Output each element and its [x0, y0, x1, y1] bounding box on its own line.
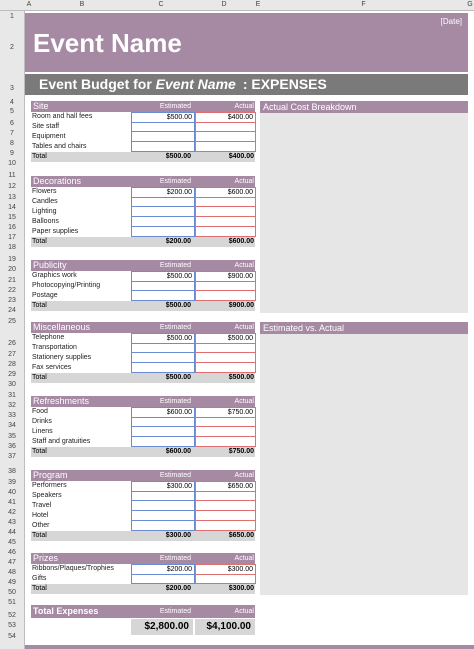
row-number[interactable]: 42	[8, 509, 16, 516]
actual-cell[interactable]	[195, 437, 256, 447]
estimated-value: $200.00	[166, 566, 192, 573]
estimated-cell[interactable]	[131, 132, 195, 142]
actual-cell[interactable]	[195, 521, 256, 531]
estimated-cell[interactable]	[131, 417, 195, 427]
row-number[interactable]: 54	[8, 633, 16, 640]
actual-cell[interactable]	[195, 417, 256, 427]
budget-section-refreshments	[31, 396, 255, 457]
actual-cost-breakdown-panel[interactable]	[260, 101, 468, 313]
actual-cell[interactable]	[195, 491, 256, 501]
estimated-cell[interactable]	[131, 281, 195, 291]
row-number[interactable]: 49	[8, 579, 16, 586]
actual-cell[interactable]	[195, 427, 256, 437]
row-number[interactable]: 25	[8, 318, 16, 325]
row-number[interactable]: 50	[8, 589, 16, 596]
estimated-cell[interactable]	[131, 122, 195, 132]
estimated-column-label: Estimated	[159, 555, 191, 562]
total-label: Total	[32, 448, 47, 455]
budget-section-site	[31, 101, 255, 162]
row-number[interactable]: 2	[10, 44, 14, 51]
section-total-row	[31, 237, 255, 247]
estimated-cell[interactable]	[131, 207, 195, 217]
actual-cell[interactable]	[195, 574, 256, 584]
estimated-column-label: Estimated	[159, 103, 191, 110]
total-actual[interactable]: $750.00	[228, 448, 254, 455]
budget-section-program	[31, 470, 255, 541]
row-number[interactable]: 4	[10, 99, 14, 106]
line-item-row	[31, 574, 255, 584]
item-name[interactable]: Fax services	[32, 364, 72, 371]
column-header-e[interactable]: E	[255, 1, 261, 8]
row-number[interactable]: 35	[8, 433, 16, 440]
row-number[interactable]: 27	[8, 351, 16, 358]
subtitle-suffix: : EXPENSES	[242, 76, 327, 92]
row-number[interactable]: 11	[8, 172, 16, 179]
column-header-bar	[0, 0, 474, 11]
section-total-row	[31, 531, 255, 541]
row-number[interactable]: 20	[8, 266, 16, 273]
actual-cell[interactable]	[195, 291, 256, 301]
section-total-row	[31, 447, 255, 457]
total-actual[interactable]: $600.00	[228, 238, 254, 245]
total-label: Total	[32, 374, 47, 381]
item-name[interactable]: Tables and chairs	[32, 143, 87, 150]
estimated-value: $500.00	[166, 335, 192, 342]
estimated-value: $600.00	[166, 409, 192, 416]
estimated-cell[interactable]	[131, 291, 195, 301]
row-number[interactable]: 51	[8, 599, 16, 606]
section-header	[31, 553, 255, 564]
total-actual[interactable]: $650.00	[228, 532, 254, 539]
row-number[interactable]: 10	[8, 160, 16, 167]
row-number[interactable]: 6	[10, 120, 14, 127]
actual-value: $600.00	[227, 189, 253, 196]
estimated-cell[interactable]	[131, 574, 195, 584]
event-name-title[interactable]: Event Name	[33, 28, 182, 58]
line-item-row	[31, 363, 255, 373]
total-expenses-header	[31, 605, 255, 618]
row-number[interactable]: 28	[8, 361, 16, 368]
line-item-row	[31, 291, 255, 301]
actual-value: $650.00	[227, 483, 253, 490]
actual-cell[interactable]	[195, 363, 256, 373]
line-item-row	[31, 187, 255, 197]
item-name[interactable]: Speakers	[32, 492, 62, 499]
line-item-row	[31, 407, 255, 417]
line-item-row	[31, 227, 255, 237]
total-estimated[interactable]: $600.00	[165, 448, 191, 455]
estimated-column-label: Estimated	[159, 472, 191, 479]
estimated-value: $300.00	[166, 483, 192, 490]
line-item-row	[31, 427, 255, 437]
column-header-c[interactable]: C	[158, 1, 164, 8]
section-title[interactable]: Decorations	[33, 176, 82, 186]
line-item-row	[31, 481, 255, 491]
estimated-cell[interactable]	[131, 353, 195, 363]
estimated-cell[interactable]	[131, 363, 195, 373]
row-number[interactable]: 36	[8, 443, 16, 450]
section-header	[31, 176, 255, 187]
item-name[interactable]: Flowers	[32, 188, 57, 195]
item-name[interactable]: Photocopying/Printing	[32, 282, 101, 289]
total-label: Total	[32, 532, 47, 539]
estimated-cell[interactable]	[131, 217, 195, 227]
actual-cell[interactable]	[195, 132, 256, 142]
item-name[interactable]: Lighting	[32, 208, 57, 215]
actual-cell[interactable]	[195, 281, 256, 291]
row-number[interactable]: 38	[8, 468, 16, 475]
estimated-cell[interactable]	[131, 491, 195, 501]
line-item-row	[31, 142, 255, 152]
actual-cell[interactable]	[195, 207, 256, 217]
line-item-row	[31, 501, 255, 511]
row-number[interactable]: 8	[10, 140, 14, 147]
row-number[interactable]: 21	[8, 277, 16, 284]
section-title[interactable]: Site	[33, 101, 49, 111]
line-item-row	[31, 491, 255, 501]
line-item-row	[31, 333, 255, 343]
estimated-cell[interactable]	[131, 227, 195, 237]
subtitle-prefix: Event Budget for	[39, 76, 156, 92]
actual-value: $500.00	[227, 335, 253, 342]
column-header-f[interactable]: F	[361, 1, 366, 8]
row-number[interactable]: 53	[8, 622, 16, 629]
section-header	[31, 470, 255, 481]
item-name[interactable]: Gifts	[32, 575, 47, 582]
estimated-cell[interactable]	[131, 197, 195, 207]
estimated-vs-actual-title: Estimated vs. Actual	[260, 322, 468, 334]
budget-section-miscellaneous	[31, 322, 255, 383]
total-actual[interactable]: $400.00	[228, 153, 254, 160]
item-name[interactable]: Telephone	[32, 334, 65, 341]
item-name[interactable]: Balloons	[32, 218, 59, 225]
row-number[interactable]: 47	[8, 559, 16, 566]
estimated-vs-actual-panel[interactable]	[260, 322, 468, 595]
row-number[interactable]: 30	[8, 381, 16, 388]
total-estimated[interactable]: $200.00	[165, 585, 191, 592]
total-estimated[interactable]: $500.00	[165, 302, 191, 309]
line-item-row	[31, 207, 255, 217]
row-number[interactable]: 9	[10, 150, 14, 157]
section-header	[31, 322, 255, 333]
section-header	[31, 260, 255, 271]
row-number[interactable]: 48	[8, 569, 16, 576]
actual-cell[interactable]	[195, 343, 256, 353]
section-title[interactable]: Prizes	[33, 553, 59, 563]
actual-cell[interactable]	[195, 142, 256, 152]
total-actual[interactable]: $300.00	[228, 585, 254, 592]
total-estimated[interactable]: $500.00	[165, 374, 191, 381]
row-number[interactable]: 31	[8, 392, 16, 399]
section-header	[31, 396, 255, 407]
column-header-b[interactable]: B	[79, 1, 85, 8]
estimated-cell[interactable]	[131, 343, 195, 353]
item-name[interactable]: Stationery supplies	[32, 354, 92, 361]
total-label: Total	[32, 302, 47, 309]
actual-value: $400.00	[227, 114, 253, 121]
section-total-row	[31, 584, 255, 594]
estimated-column-label: Estimated	[159, 262, 191, 269]
row-number[interactable]: 33	[8, 412, 16, 419]
total-estimated-value[interactable]: $2,800.00	[131, 619, 193, 635]
actual-column-label: Actual	[234, 262, 254, 269]
bottom-accent-bar	[25, 645, 474, 649]
line-item-row	[31, 353, 255, 363]
budget-section-prizes	[31, 553, 255, 594]
actual-cost-breakdown-title: Actual Cost Breakdown	[260, 101, 468, 113]
actual-cell[interactable]	[195, 217, 256, 227]
line-item-row	[31, 511, 255, 521]
total-actual[interactable]: $900.00	[228, 302, 254, 309]
column-header-g[interactable]: G	[467, 1, 473, 8]
row-number[interactable]: 5	[10, 108, 14, 115]
row-number[interactable]: 37	[8, 453, 16, 460]
line-item-row	[31, 521, 255, 531]
estimated-value: $500.00	[166, 114, 192, 121]
column-header-d[interactable]: D	[221, 1, 227, 8]
section-title[interactable]: Program	[33, 470, 68, 480]
item-name[interactable]: Graphics work	[32, 272, 77, 279]
row-number[interactable]: 39	[8, 479, 16, 486]
date-cell[interactable]: [Date]	[440, 17, 462, 26]
total-label: Total	[32, 585, 47, 592]
line-item-row	[31, 132, 255, 142]
total-estimated-header: Estimated	[159, 608, 191, 615]
column-header-a[interactable]: A	[26, 1, 32, 8]
total-estimated[interactable]: $300.00	[165, 532, 191, 539]
row-number[interactable]: 45	[8, 539, 16, 546]
actual-cell[interactable]	[195, 353, 256, 363]
budget-subtitle[interactable]	[25, 74, 468, 95]
estimated-cell[interactable]	[131, 511, 195, 521]
total-actual-value[interactable]: $4,100.00	[195, 619, 255, 635]
total-estimated[interactable]: $200.00	[165, 238, 191, 245]
estimated-cell[interactable]	[131, 521, 195, 531]
estimated-column-label: Estimated	[159, 178, 191, 185]
row-number[interactable]: 44	[8, 529, 16, 536]
item-name[interactable]: Paper supplies	[32, 228, 79, 235]
row-number[interactable]: 17	[8, 234, 16, 241]
row-number[interactable]: 26	[8, 340, 16, 347]
line-item-row	[31, 343, 255, 353]
row-number[interactable]: 23	[8, 297, 16, 304]
section-total-row	[31, 152, 255, 162]
actual-column-label: Actual	[234, 555, 254, 562]
total-label: Total	[32, 153, 47, 160]
row-number[interactable]: 43	[8, 519, 16, 526]
row-number[interactable]: 13	[8, 194, 16, 201]
line-item-row	[31, 271, 255, 281]
row-number[interactable]: 3	[10, 85, 14, 92]
section-header	[31, 101, 255, 112]
item-name[interactable]: Equipment	[32, 133, 66, 140]
row-number[interactable]: 29	[8, 371, 16, 378]
section-title[interactable]: Refreshments	[33, 396, 90, 406]
item-name[interactable]: Candles	[32, 198, 58, 205]
row-number[interactable]: 14	[8, 204, 16, 211]
row-number[interactable]: 16	[8, 224, 16, 231]
item-name[interactable]: Ribbons/Plaques/Trophies	[32, 565, 114, 572]
item-name[interactable]: Performers	[32, 482, 67, 489]
actual-cell[interactable]	[195, 227, 256, 237]
total-actual[interactable]: $500.00	[228, 374, 254, 381]
section-total-row	[31, 373, 255, 383]
actual-cell[interactable]	[195, 122, 256, 132]
row-number[interactable]: 34	[8, 422, 16, 429]
actual-cell[interactable]	[195, 511, 256, 521]
section-title[interactable]: Publicity	[33, 260, 67, 270]
section-total-row	[31, 301, 255, 311]
estimated-cell[interactable]	[131, 437, 195, 447]
actual-value: $300.00	[227, 566, 253, 573]
row-header-bar	[0, 11, 25, 649]
line-item-row	[31, 564, 255, 574]
item-name[interactable]: Site staff	[32, 123, 60, 130]
total-label: Total	[32, 238, 47, 245]
actual-column-label: Actual	[234, 178, 254, 185]
row-number[interactable]: 12	[8, 183, 16, 190]
actual-column-label: Actual	[234, 398, 254, 405]
row-number[interactable]: 18	[8, 244, 16, 251]
actual-value: $750.00	[227, 409, 253, 416]
estimated-value: $200.00	[166, 189, 192, 196]
item-name[interactable]: Drinks	[32, 418, 52, 425]
total-estimated[interactable]: $500.00	[165, 153, 191, 160]
row-number[interactable]: 46	[8, 549, 16, 556]
line-item-row	[31, 281, 255, 291]
line-item-row	[31, 122, 255, 132]
row-number[interactable]: 41	[8, 499, 16, 506]
line-item-row	[31, 197, 255, 207]
item-name[interactable]: Room and hall fees	[32, 113, 93, 120]
estimated-column-label: Estimated	[159, 398, 191, 405]
item-name[interactable]: Hotel	[32, 512, 49, 519]
actual-column-label: Actual	[234, 324, 254, 331]
title-banner	[25, 13, 468, 72]
item-name[interactable]: Other	[32, 522, 50, 529]
item-name[interactable]: Postage	[32, 292, 58, 299]
item-name[interactable]: Linens	[32, 428, 53, 435]
estimated-cell[interactable]	[131, 142, 195, 152]
line-item-row	[31, 217, 255, 227]
row-number[interactable]: 22	[8, 287, 16, 294]
estimated-value: $500.00	[166, 273, 192, 280]
row-number[interactable]: 19	[8, 256, 16, 263]
budget-section-publicity	[31, 260, 255, 311]
row-number[interactable]: 15	[8, 214, 16, 221]
row-number[interactable]: 7	[10, 130, 14, 137]
line-item-row	[31, 112, 255, 122]
estimated-cell[interactable]	[131, 427, 195, 437]
line-item-row	[31, 437, 255, 447]
actual-cell[interactable]	[195, 501, 256, 511]
actual-value: $900.00	[227, 273, 253, 280]
estimated-column-label: Estimated	[159, 324, 191, 331]
budget-section-decorations	[31, 176, 255, 247]
item-name[interactable]: Travel	[32, 502, 52, 509]
actual-cell[interactable]	[195, 197, 256, 207]
actual-column-label: Actual	[234, 472, 254, 479]
row-number[interactable]: 24	[8, 307, 16, 314]
row-number[interactable]: 32	[8, 402, 16, 409]
subtitle-event-name: Event Name	[155, 76, 236, 92]
row-number[interactable]: 1	[10, 13, 14, 20]
row-number[interactable]: 52	[8, 612, 16, 619]
section-title[interactable]: Miscellaneous	[33, 322, 91, 332]
item-name[interactable]: Staff and gratuities	[32, 438, 91, 445]
actual-column-label: Actual	[234, 103, 254, 110]
item-name[interactable]: Food	[32, 408, 48, 415]
line-item-row	[31, 417, 255, 427]
estimated-cell[interactable]	[131, 501, 195, 511]
row-number[interactable]: 40	[8, 489, 16, 496]
item-name[interactable]: Transportation	[32, 344, 77, 351]
total-actual-header: Actual	[234, 608, 254, 615]
total-expenses-title: Total Expenses	[33, 606, 99, 616]
